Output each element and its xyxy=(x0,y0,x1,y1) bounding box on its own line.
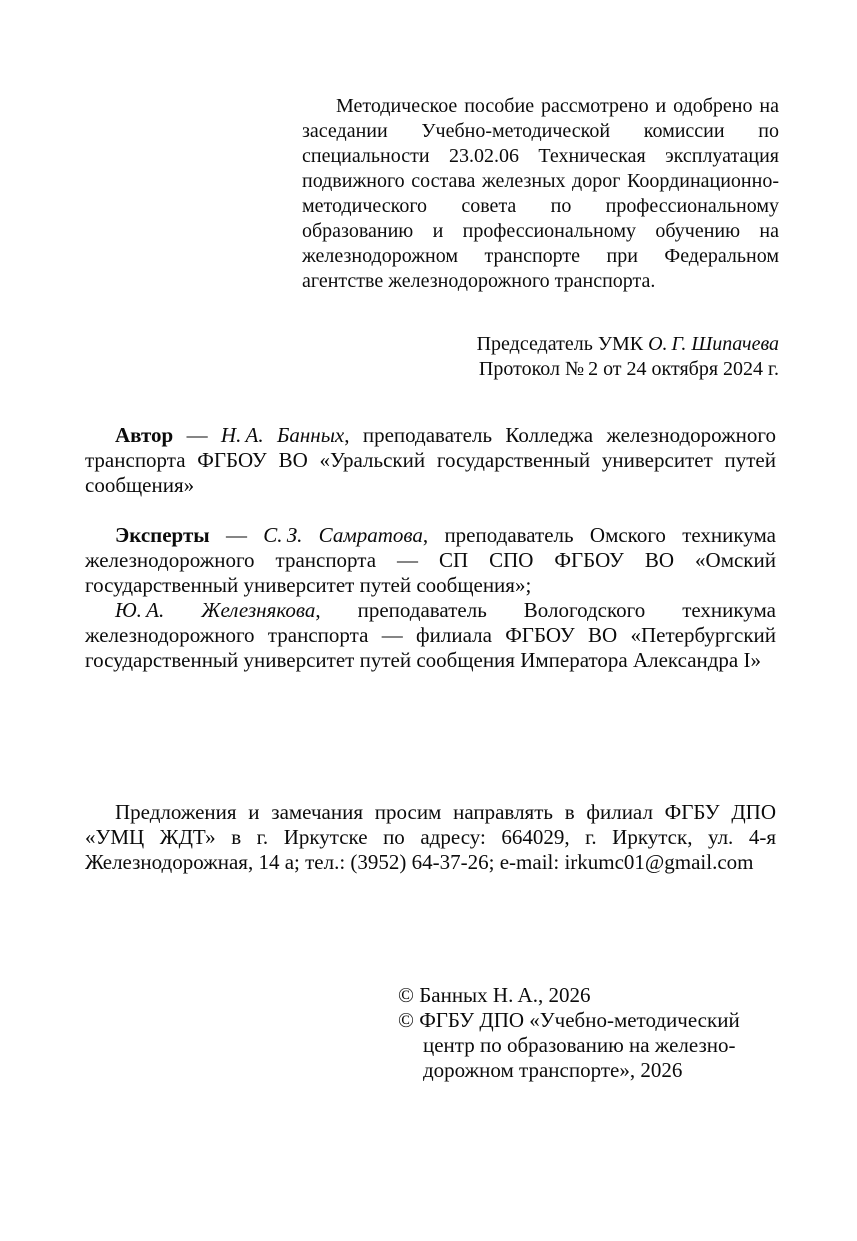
contact-paragraph: Предложения и замечания просим направлять в филиал ФГБУ ДПО «УМЦ ЖДТ» в г. Иркутске по адресу: 664029, г. Иркутск, ул. 4-я Железнодорожная, 14 а; тел.: (3952) 64-37-26; e-mail: irkumc01@gmail.com xyxy=(85,800,776,874)
umk-chair-line xyxy=(302,332,779,357)
author-label: Автор xyxy=(115,423,174,447)
approval-block xyxy=(302,332,779,382)
author-description: , преподаватель Колледжа железнодорожного транспорта ФГБОУ ВО «Уральский государственный университет путей сообщения» xyxy=(85,423,776,497)
review-approval-note: Методическое пособие рассмотрено и одобрено на заседании Учебно-методической комиссии по специальности 23.02.06 Техническая эксплуатация подвижного состава железных дорог Координационно-методического совета по профессиональному образованию и профессиональному обучению на железнодорожном транспорте при Федеральном агентстве железнодорожного транспорта. xyxy=(302,95,779,292)
experts-label: Эксперты xyxy=(115,523,210,547)
copyright-block xyxy=(398,983,760,1083)
umk-chair-name: О. Г. Шипачева xyxy=(648,333,779,355)
author-separator: — xyxy=(173,423,221,447)
experts-separator: — xyxy=(209,523,264,547)
protocol-line: Протокол № 2 от 24 октября 2024 г. xyxy=(478,358,779,380)
copyright-line-author: © Банных Н. А., 2026 xyxy=(398,983,591,1007)
expert2-description: , преподаватель Вологодского техникума железнодорожного транспорта — филиала ФГБОУ ВО «Петербургский государственный университет путей сообщения Императора Александра I» xyxy=(85,598,776,672)
contact-block xyxy=(85,800,776,875)
expert1-name: С. З. Самратова xyxy=(263,523,423,547)
expert2-paragraph xyxy=(85,598,776,673)
expert1-description: , преподаватель Омского техникума железнодорожного транспорта — СП СПО ФГБОУ ВО «Омский государственный университет путей сообщения»; xyxy=(85,523,776,597)
author-block xyxy=(85,423,776,498)
copyright-line-publisher: © ФГБУ ДПО «Учебно-методический центр по образованию на железнодорожном транспорте», 2026 xyxy=(398,1008,740,1082)
author-paragraph xyxy=(85,423,776,498)
experts-block xyxy=(85,523,776,673)
author-name: Н. А. Банных xyxy=(220,423,345,447)
expert1-paragraph xyxy=(85,523,776,598)
expert2-name: Ю. А. Железнякова xyxy=(115,598,316,622)
umk-chair-label: Председатель УМК xyxy=(476,333,649,355)
